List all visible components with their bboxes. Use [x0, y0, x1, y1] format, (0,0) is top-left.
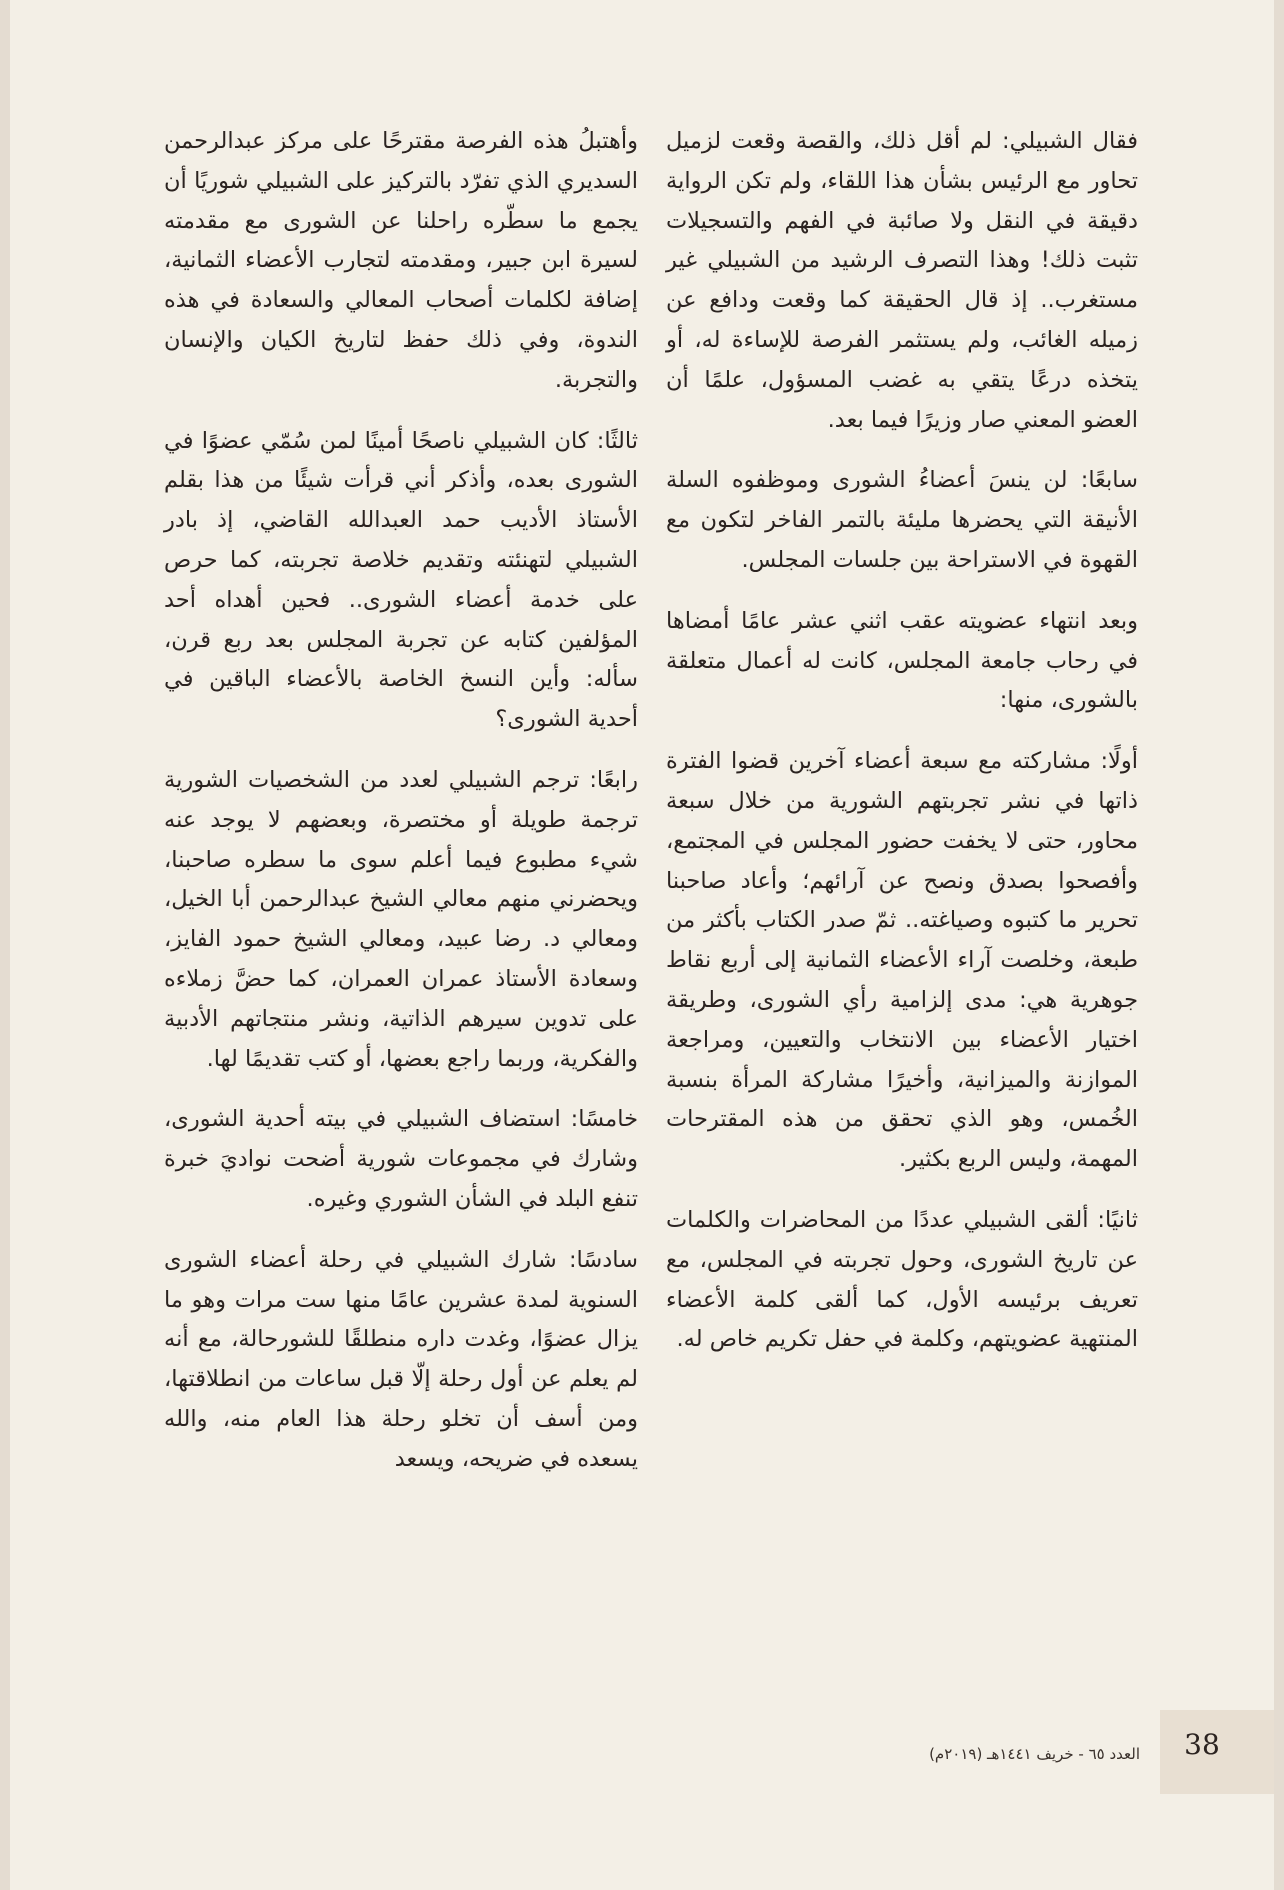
paragraph: أولًا: مشاركته مع سبعة أعضاء آخرين قضوا الفترة ذاتها في نشر تجربتهم الشورية من خلال سبعة محاور، حتى لا يخفت حضور المجلس في المجتمع، وأفصحوا بصدق ونصح عن آرائهم؛ وأعاد صاحبنا تحرير ما كتبوه وصياغته.. ثمّ صدر الكتاب بأكثر من طبعة، وخلصت آراء الأعضاء الثمانية إلى أربع نقاط جوهرية هي: مدى إلزامية رأي الشورى، وطريقة اختيار الأعضاء بين الانتخاب والتعيين، ومراجعة الموازنة والميزانية، وأخيرًا مشاركة المرأة بنسبة الخُمس، وهو الذي تحقق من هذه المقترحات المهمة، وليس الربع بكثير. — [666, 748, 1138, 1173]
paragraph: ثانيًا: ألقى الشبيلي عددًا من المحاضرات والكلمات عن تاريخ الشورى، وحول تجربته في المجلس، مع تعريف برئيسه الأول، كما ألقى كلمة الأعضاء المنتهية عضويتهم، وكلمة في حفل تكريم خاص له. — [666, 1206, 1138, 1353]
paragraph: سابعًا: لن ينسَ أعضاءُ الشورى وموظفوه السلة الأنيقة التي يحضرها مليئة بالتمر الفاخر لتكون مع القهوة في الاستراحة بين جلسات المجلس. — [666, 467, 1138, 573]
paragraph: سادسًا: شارك الشبيلي في رحلة أعضاء الشورى السنوية لمدة عشرين عامًا منها ست مرات وهو ما يزال عضوًا، وغدت داره منطلقًا للشورحالة، مع أنه لم يعلم عن أول رحلة إلّا قبل ساعات من انطلاقتها، ومن أسف أن تخلو رحلة هذا العام منه، والله يسعده في ضريحه، ويسعد — [164, 1246, 638, 1472]
right-text-column — [666, 122, 1138, 1381]
paragraph: رابعًا: ترجم الشبيلي لعدد من الشخصيات الشورية ترجمة طويلة أو مختصرة، وبعضهم لا يوجد عنه شيء مطبوع فيما أعلم سوى ما سطره صاحبنا، ويحضرني منهم معالي الشيخ عبدالرحمن أبا الخيل، ومعالي د. رضا عبيد، ومعالي الشيخ حمود الفايز، وسعادة الأستاذ عمران العمران، كما حضَّ زملاءه على تدوين سيرهم الذاتية، ونشر منتجاتهم الأدبية والفكرية، وربما راجع بعضها، أو كتب تقديمًا لها. — [164, 766, 638, 1072]
issue-info: العدد ٦٥ - خريف ١٤٤١هـ (٢٠١٩م) — [929, 1745, 1140, 1763]
paragraph: ثالثًا: كان الشبيلي ناصحًا أمينًا لمن سُمّي عضوًا في الشورى بعده، وأذكر أني قرأت شيئًا من هذا بقلم الأستاذ الأديب حمد العبدالله القاضي، إذ بادر الشبيلي لتهنئته وتقديم خلاصة تجربته، كما حرص على خدمة أعضاء الشورى.. فحين أهداه أحد المؤلفين كتابه عن تجربة المجلس بعد ربع قرن، سأله: وأين النسخ الخاصة بالأعضاء الباقين في أحدية الشورى؟ — [164, 427, 638, 733]
paragraph: فقال الشبيلي: لم أقل ذلك، والقصة وقعت لزميل تحاور مع الرئيس بشأن هذا اللقاء، ولم تكن الرواية دقيقة في النقل ولا صائبة في الفهم والتسجيلات تثبت ذلك! وهذا التصرف الرشيد من الشبيلي غير مستغرب.. إذ قال الحقيقة كما وقعت ودافع عن زميله الغائب، ولم يستثمر الفرصة للإساءة له، أو يتخذه درعًا يتقي به غضب المسؤول، علمًا أن العضو المعني صار وزيرًا فيما بعد. — [666, 128, 1138, 433]
page — [10, 0, 1274, 1890]
left-text-column — [164, 122, 638, 1501]
paragraph: خامسًا: استضاف الشبيلي في بيته أحدية الشورى، وشارك في مجموعات شورية أضحت نواديَ خبرة تنفع البلد في الشأن الشوري وغيره. — [164, 1106, 638, 1212]
paragraph: وأهتبلُ هذه الفرصة مقترحًا على مركز عبدالرحمن السديري الذي تفرّد بالتركيز على الشبيلي شوريًا أن يجمع ما سطّره راحلنا عن الشورى مع مقدمته لسيرة ابن جبير، ومقدمته لتجارب الأعضاء الثمانية، إضافة لكلمات أصحاب المعالي والسعادة في هذه الندوة، وفي ذلك حفظ لتاريخ الكيان والإنسان والتجربة. — [164, 128, 638, 393]
page-number: 38 — [1184, 1728, 1220, 1761]
paragraph: وبعد انتهاء عضويته عقب اثني عشر عامًا أمضاها في رحاب جامعة المجلس، كانت له أعمال متعلقة بالشورى، منها: — [666, 607, 1138, 714]
